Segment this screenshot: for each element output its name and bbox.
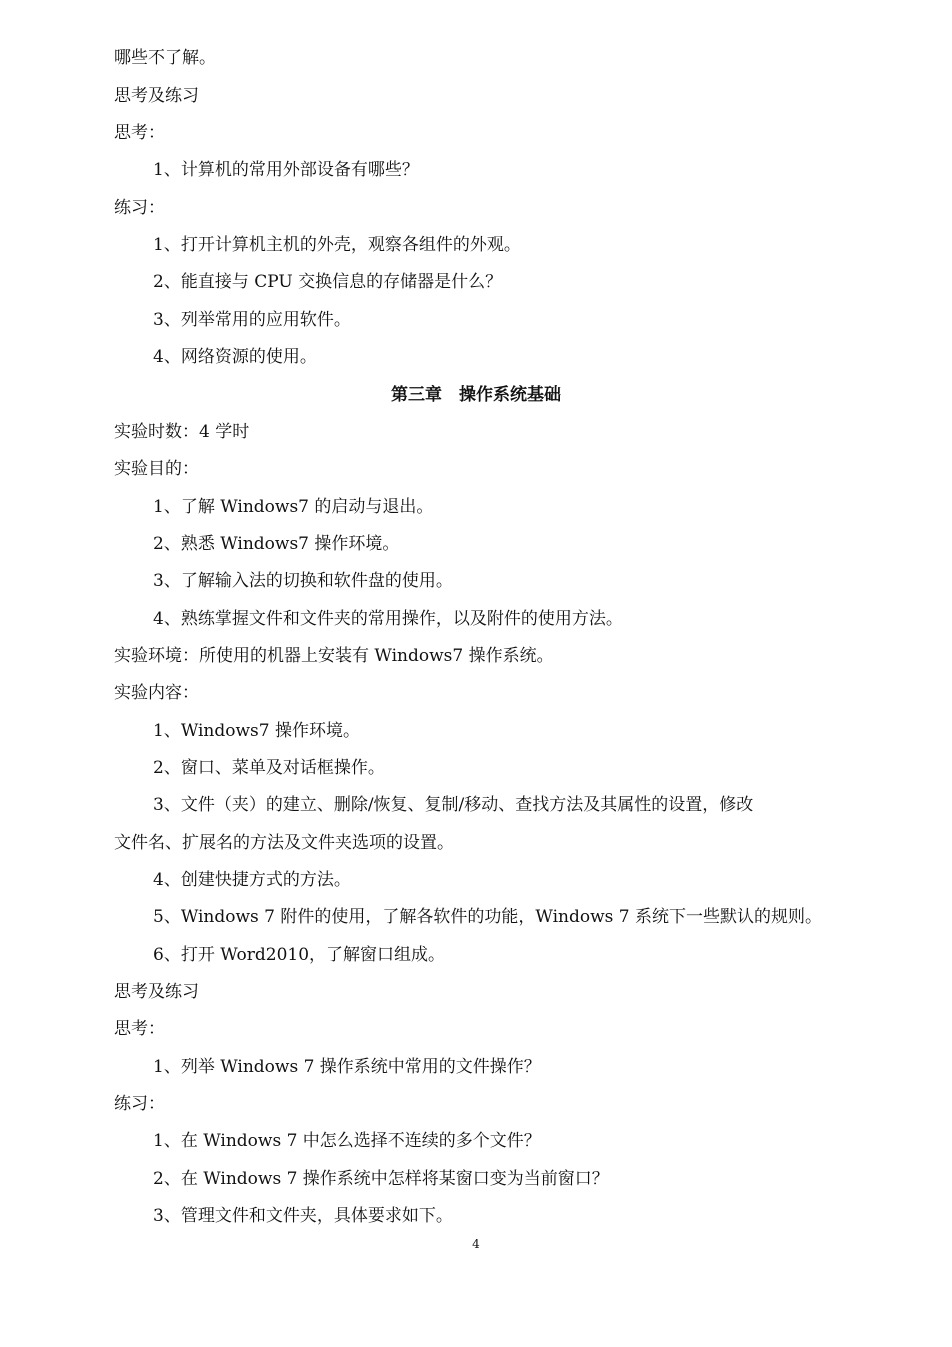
label-thinking: 思考：: [114, 123, 165, 143]
list-item: 1、了解 Windows7 的启动与退出。: [153, 497, 434, 517]
list-item: 4、创建快捷方式的方法。: [153, 870, 351, 890]
section-label-thinking-exercise: 思考及练习: [114, 86, 199, 106]
text-line: 实验环境：所使用的机器上安装有 Windows7 操作系统。: [114, 646, 554, 666]
list-item: 3、文件（夹）的建立、删除/恢复、复制/移动、查找方法及其属性的设置，修改: [153, 795, 754, 815]
chapter-heading: 第三章 操作系统基础: [391, 385, 561, 405]
list-item: 3、列举常用的应用软件。: [153, 310, 351, 330]
section-label-thinking-exercise: 思考及练习: [114, 982, 199, 1002]
list-item: 6、打开 Word2010，了解窗口组成。: [153, 945, 446, 965]
list-item: 1、在 Windows 7 中怎么选择不连续的多个文件？: [153, 1131, 541, 1151]
list-item: 4、网络资源的使用。: [153, 347, 317, 367]
text-line: 实验时数：4 学时: [114, 422, 250, 442]
list-item: 3、了解输入法的切换和软件盘的使用。: [153, 571, 453, 591]
label-objectives: 实验目的：: [114, 459, 199, 479]
list-item: 2、在 Windows 7 操作系统中怎样将某窗口变为当前窗口？: [153, 1169, 609, 1189]
list-item: 1、计算机的常用外部设备有哪些？: [153, 160, 419, 180]
list-item: 1、列举 Windows 7 操作系统中常用的文件操作？: [153, 1057, 541, 1077]
label-thinking: 思考：: [114, 1019, 165, 1039]
list-item: 5、Windows 7 附件的使用，了解各软件的功能，Windows 7 系统下一些默认的规则。: [153, 907, 822, 927]
page-number: 4: [472, 1237, 480, 1251]
text-line: 哪些不了解。: [114, 48, 216, 68]
list-item: 1、Windows7 操作环境。: [153, 721, 360, 741]
list-item: 2、窗口、菜单及对话框操作。: [153, 758, 385, 778]
text-line-continuation: 文件名、扩展名的方法及文件夹选项的设置。: [114, 833, 454, 853]
list-item: 2、熟悉 Windows7 操作环境。: [153, 534, 400, 554]
list-item: 4、熟练掌握文件和文件夹的常用操作，以及附件的使用方法。: [153, 609, 623, 629]
list-item: 3、管理文件和文件夹，具体要求如下。: [153, 1206, 453, 1226]
label-exercise: 练习：: [114, 198, 165, 218]
list-item: 2、能直接与 CPU 交换信息的存储器是什么？: [153, 272, 503, 292]
label-exercise: 练习：: [114, 1094, 165, 1114]
list-item: 1、打开计算机主机的外壳，观察各组件的外观。: [153, 235, 521, 255]
label-content: 实验内容：: [114, 683, 199, 703]
